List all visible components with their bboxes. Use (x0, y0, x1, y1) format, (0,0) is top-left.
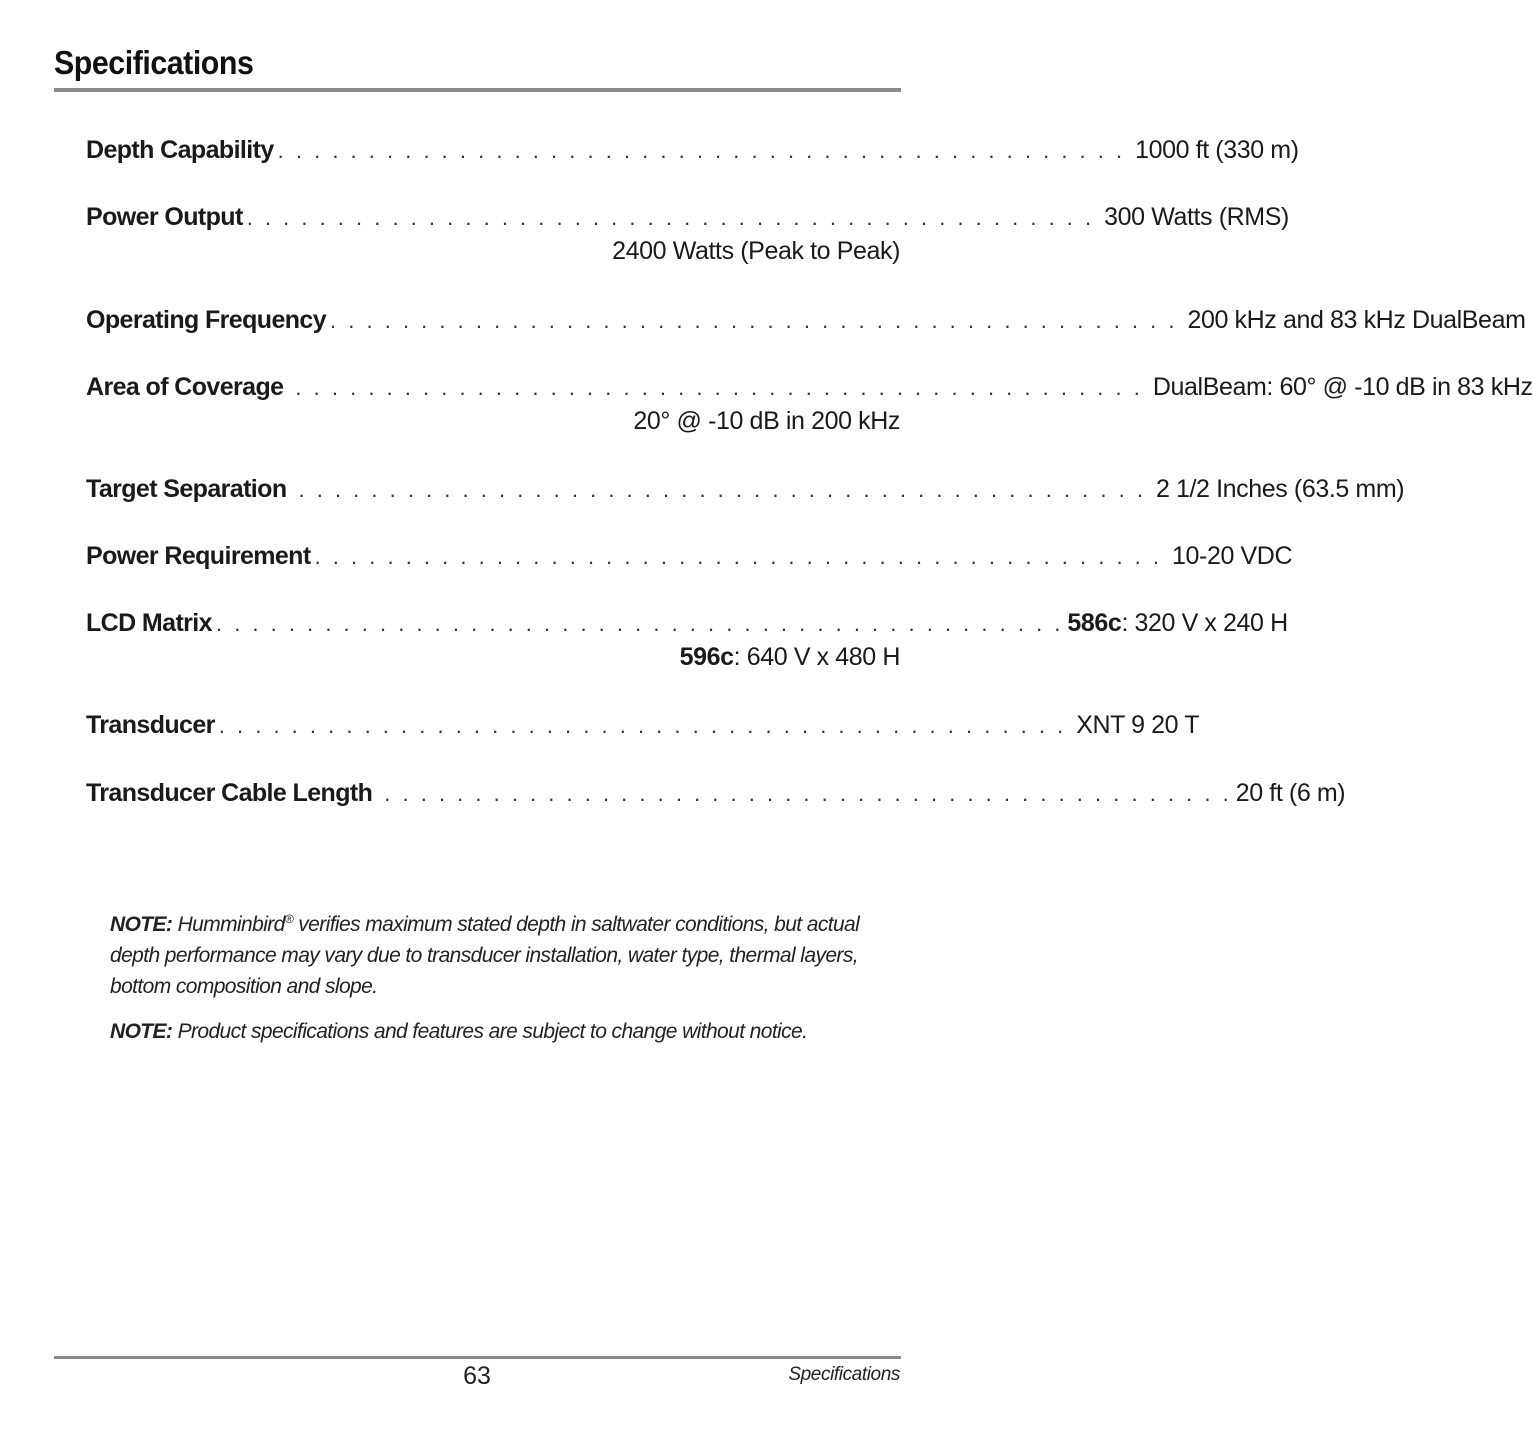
dot-leader: . . . . . . . . . . . . . . . . . . . . . . . . . . . . . . . . . . . . . . . . . . . . . . . (295, 375, 1143, 400)
spec-value: 2 1/2 Inches (63.5 mm) (1155, 475, 1405, 503)
spec-target-separation (86, 472, 1405, 506)
dot-leader: . . . . . . . . . . . . . . . . . . . . . . . . . . . . . . . . . . . . . . . . . . . . . . . (330, 308, 1178, 333)
spec-value: DualBeam: 60° @ -10 dB in 83 kHz (1152, 373, 1533, 401)
spec-value: 300 Watts (RMS) (1104, 203, 1289, 231)
title-divider (54, 88, 901, 92)
spec-label: Power Output (86, 203, 243, 231)
dot-leader: . . . . . . . . . . . . . . . . . . . . . . . . . . . . . . . . . . . . . . . . . . . . . . . (215, 611, 1064, 636)
spec-transducer-cable-length (86, 776, 1346, 810)
spec-value-secondary (86, 640, 900, 674)
spec-label: Depth Capability (86, 136, 274, 164)
spec-value (1067, 606, 1287, 640)
dot-leader: . . . . . . . . . . . . . . . . . . . . . . . . . . . . . . . . . . . . . . . . . . . . . . . (384, 781, 1232, 806)
footer-divider (54, 1356, 901, 1359)
spec-label: Transducer Cable Length (86, 779, 373, 807)
registered-mark: ® (284, 912, 294, 926)
spec-label: Operating Frequency (86, 306, 327, 334)
spec-power-requirement (86, 539, 1293, 573)
dot-leader: . . . . . . . . . . . . . . . . . . . . . . . . . . . . . . . . . . . . . . . . . . . . . . . (246, 205, 1095, 230)
spec-transducer (86, 708, 1200, 742)
spec-area-of-coverage (86, 370, 1533, 438)
spec-depth-capability (86, 133, 1299, 167)
note-text: Humminbird (172, 913, 285, 936)
note-text: verifies maximum stated depth in saltwater conditions, but actual depth performance may vary due to transducer installation, water type, thermal layers, bottom composition and slope. (110, 913, 860, 998)
model-name: 596c (679, 643, 734, 671)
spec-label: Target Separation (86, 475, 287, 503)
spec-value: 200 kHz and 83 kHz DualBeam (1187, 306, 1526, 334)
spec-value: 1000 ft (330 m) (1135, 136, 1299, 164)
spec-value: 10-20 VDC (1172, 542, 1293, 570)
spec-label: Transducer (86, 711, 215, 739)
spec-power-output (86, 200, 1289, 268)
dot-leader: . . . . . . . . . . . . . . . . . . . . . . . . . . . . . . . . . . . . . . . . . . . . . . . (218, 713, 1067, 738)
depth-note (110, 904, 870, 1002)
spec-value: XNT 9 20 T (1076, 711, 1200, 739)
spec-operating-frequency (86, 303, 1526, 337)
footer-section-title: Specifications (788, 1364, 900, 1385)
spec-label: Power Requirement (86, 542, 311, 570)
page-number: 63 (463, 1362, 491, 1390)
spec-value-secondary: 2400 Watts (Peak to Peak) (612, 237, 900, 265)
note-text: Product specifications and features are subject to change without notice. (172, 1020, 808, 1043)
note-label: NOTE: (110, 913, 173, 936)
dot-leader: . . . . . . . . . . . . . . . . . . . . . . . . . . . . . . . . . . . . . . . . . . . . . . . (298, 477, 1146, 502)
note-label: NOTE: (110, 1020, 173, 1043)
specifications-note (110, 1016, 870, 1047)
dot-leader: . . . . . . . . . . . . . . . . . . . . . . . . . . . . . . . . . . . . . . . . . . . . . . . (314, 544, 1163, 569)
page-title: Specifications (54, 44, 254, 81)
model-name: 586c (1067, 609, 1122, 637)
dot-leader: . . . . . . . . . . . . . . . . . . . . . . . . . . . . . . . . . . . . . . . . . . . . . . . (277, 138, 1126, 163)
resolution-value: : 640 V x 480 H (733, 643, 900, 671)
spec-value-secondary: 20° @ -10 dB in 200 kHz (633, 407, 900, 435)
spec-label: Area of Coverage (86, 373, 284, 401)
resolution-value: : 320 V x 240 H (1121, 609, 1288, 637)
spec-lcd-matrix (86, 606, 1288, 674)
spec-value: 20 ft (6 m) (1235, 779, 1346, 807)
spec-label: LCD Matrix (86, 609, 212, 637)
